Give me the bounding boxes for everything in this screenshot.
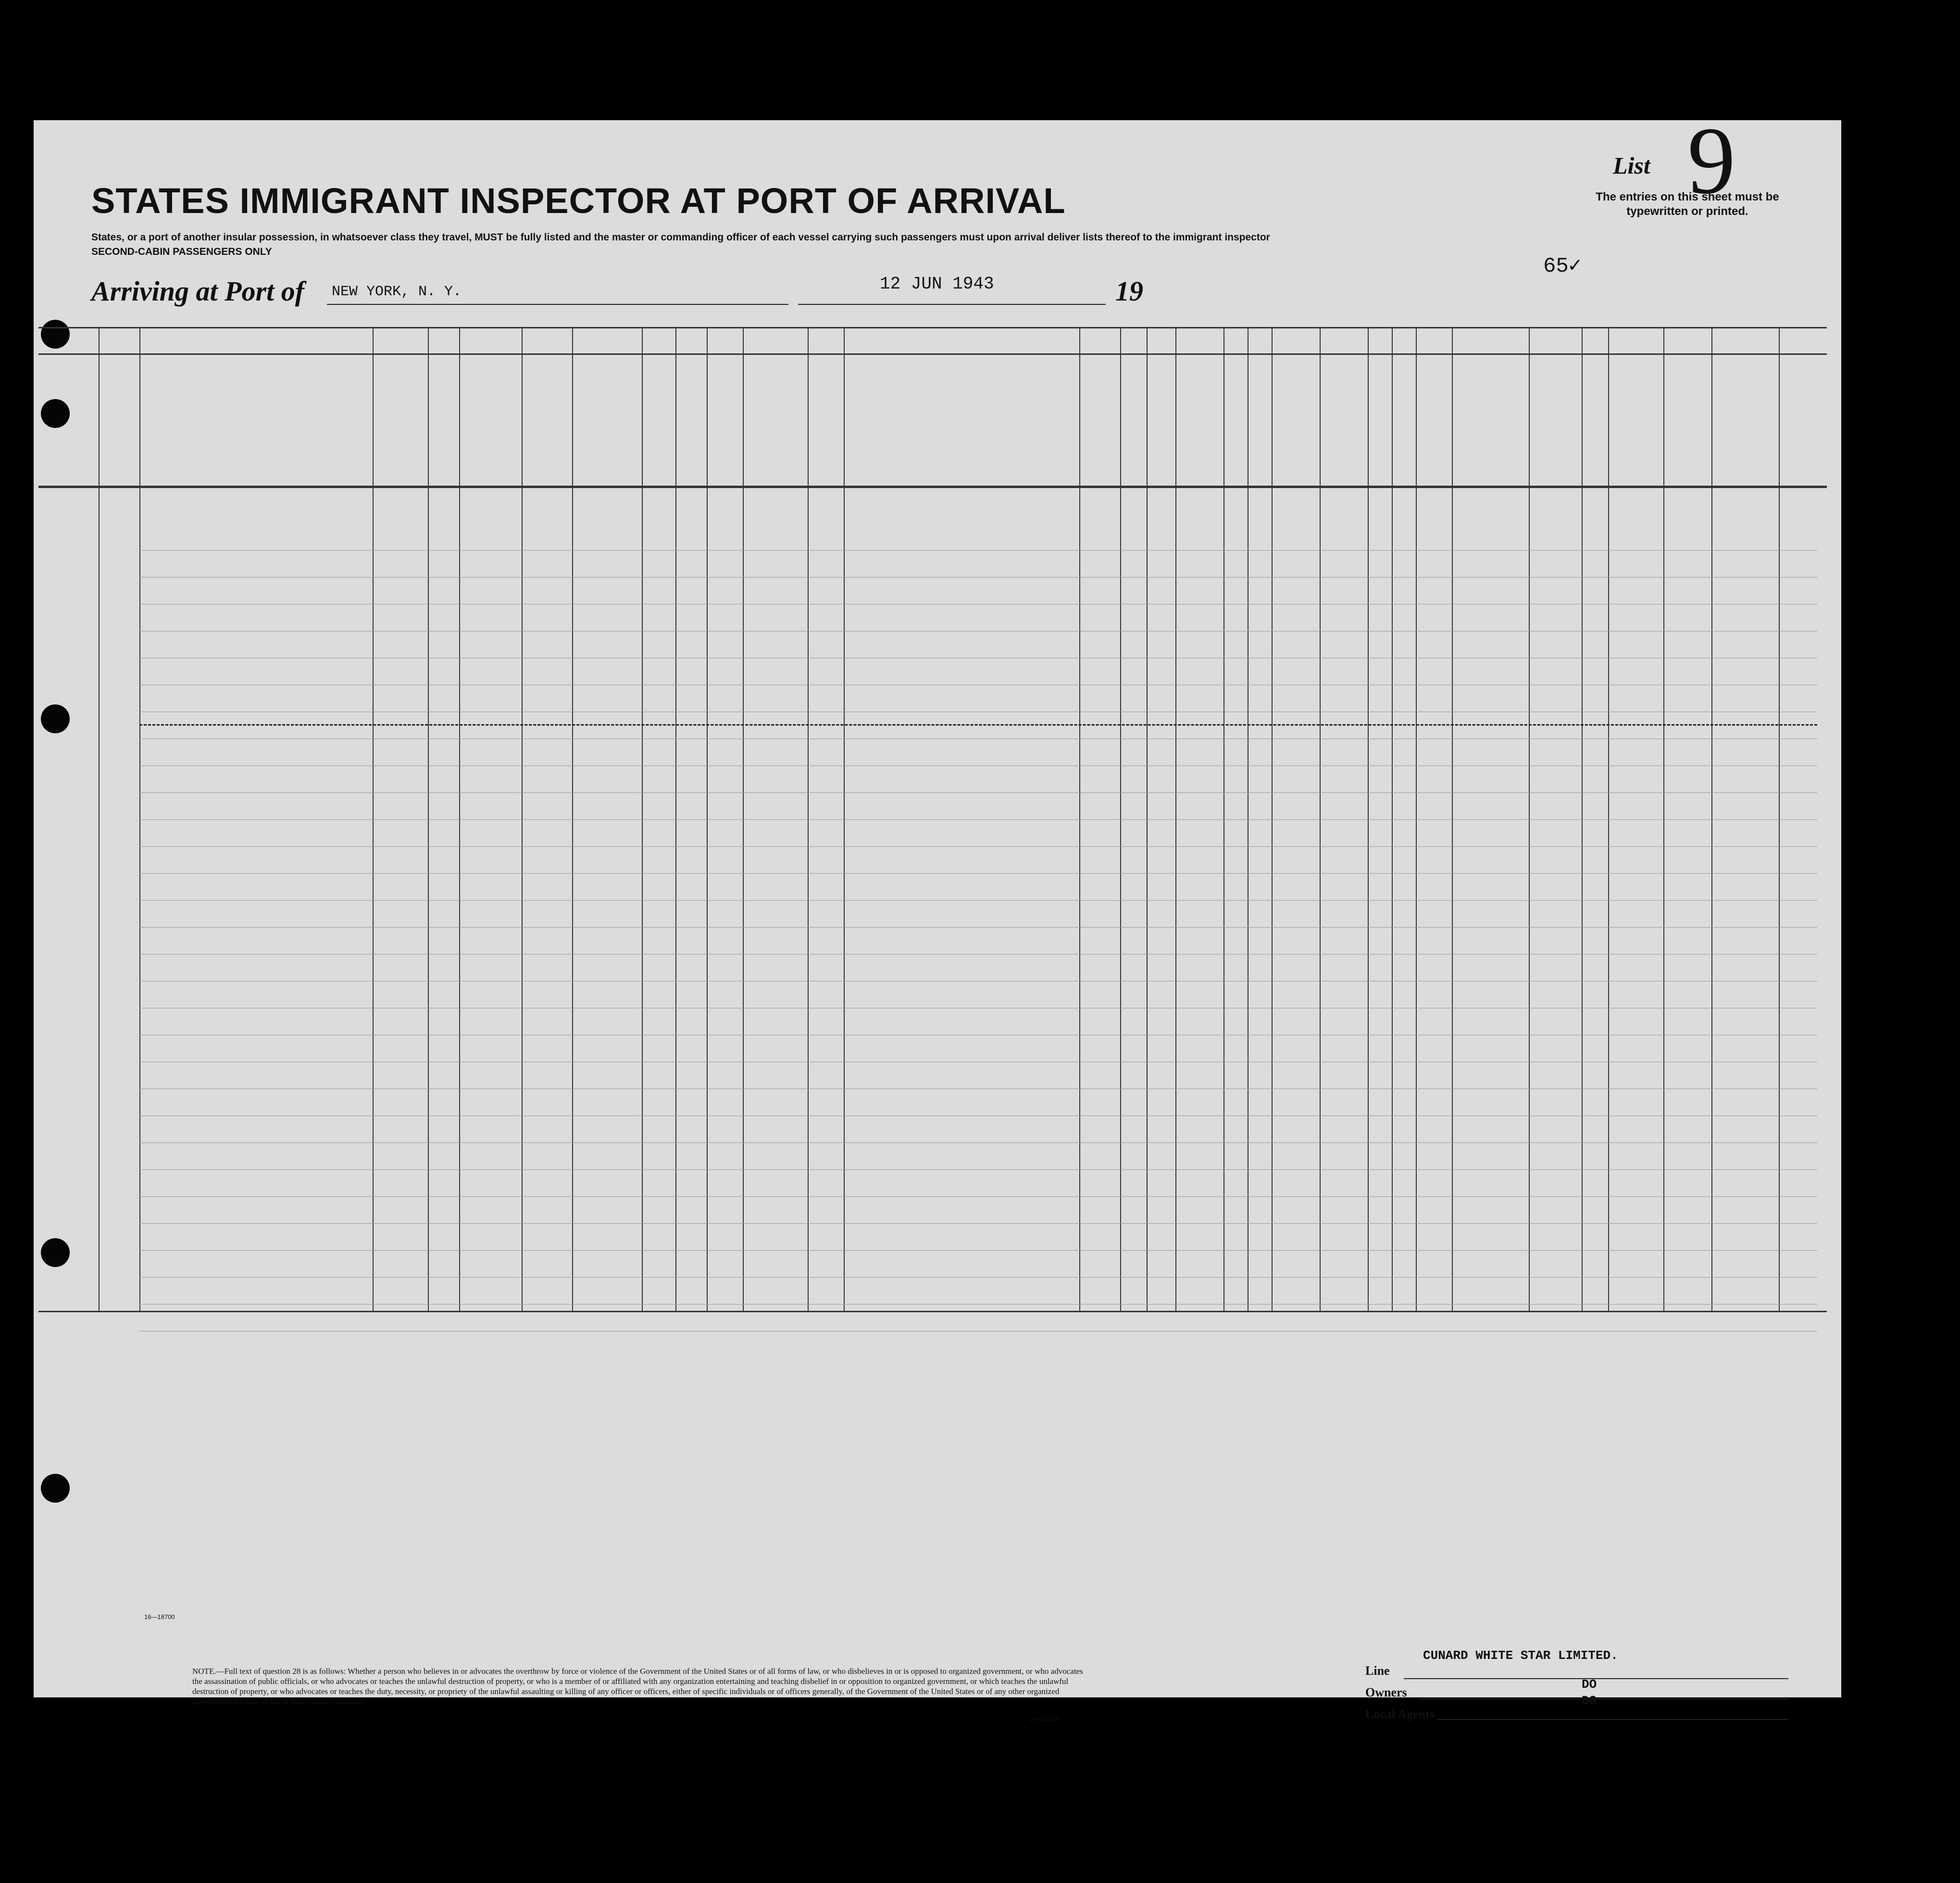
row-rule bbox=[139, 1250, 1817, 1251]
column-rule bbox=[1663, 327, 1664, 1311]
date-stamp: 12 JUN 1943 bbox=[880, 274, 994, 294]
owners-label: Owners bbox=[1365, 1685, 1407, 1699]
column-rule bbox=[1711, 327, 1712, 1311]
cabin-class: SECOND-CABIN PASSENGERS ONLY bbox=[91, 246, 272, 257]
row-rule bbox=[139, 1304, 1817, 1305]
manifest-sheet bbox=[34, 120, 1841, 1697]
row-rule bbox=[139, 900, 1817, 901]
year-label: 19 bbox=[1115, 276, 1143, 307]
owners-value: DO bbox=[1582, 1677, 1597, 1692]
row-rule bbox=[139, 873, 1817, 874]
column-rule bbox=[1079, 327, 1080, 1311]
row-rule bbox=[139, 550, 1817, 551]
table-number-rule bbox=[38, 353, 1827, 355]
column-rule bbox=[1175, 327, 1176, 1311]
column-rule bbox=[707, 327, 708, 1311]
binder-hole bbox=[41, 1238, 70, 1267]
date-underline bbox=[798, 304, 1106, 305]
list-note: The entries on this sheet must be typewritten or printed. bbox=[1596, 190, 1779, 218]
row-rule bbox=[139, 846, 1817, 847]
list-number: 9 bbox=[1687, 108, 1735, 214]
column-rule bbox=[459, 327, 460, 1311]
column-rule bbox=[572, 327, 573, 1311]
row-rule bbox=[139, 1223, 1817, 1224]
column-rule bbox=[1608, 327, 1609, 1311]
column-rule bbox=[139, 327, 140, 1311]
question-28-note: NOTE.—Full text of question 28 is as follows: Whether a person who believes in or advocates the overthrow by force or violence of the Government of the United States or of all forms of law, or who disbelieves in or is opposed to organized government, or who advocates the assassination of public officials, or who advocates or teaches the unlawful destruction of property, or who is a member of or affiliated with any organization entertaining and teaching disbelief in or opposition to organized government, or which teaches the unlawful destruction of property, or who advocates or teaches the duty, necessity, or propriety of the unlawful assaulting or killing of any officer or officers, either of specific individuals or of officers generally, of the Government of the United States or of any other organized government because of his or their official character. bbox=[192, 1667, 1083, 1706]
table-top-rule bbox=[38, 327, 1827, 328]
port-value: NEW YORK, N. Y. bbox=[332, 284, 462, 300]
table-bottom-rule bbox=[38, 1311, 1827, 1312]
column-rule bbox=[1120, 327, 1121, 1311]
column-rule bbox=[1582, 327, 1583, 1311]
line-label: Line bbox=[1365, 1664, 1390, 1678]
row-rule bbox=[139, 927, 1817, 928]
column-rule bbox=[1368, 327, 1369, 1311]
line-value: CUNARD WHITE STAR LIMITED. bbox=[1423, 1648, 1618, 1663]
column-rule bbox=[1416, 327, 1417, 1311]
column-rule bbox=[428, 327, 429, 1311]
column-rule bbox=[844, 327, 845, 1311]
column-rule bbox=[1452, 327, 1453, 1311]
agents-underline bbox=[1437, 1719, 1788, 1720]
column-rule bbox=[1147, 327, 1148, 1311]
column-rule bbox=[808, 327, 809, 1311]
column-rule bbox=[1223, 327, 1224, 1311]
owners-underline bbox=[1418, 1698, 1788, 1699]
row-rule bbox=[139, 819, 1817, 820]
form-number: 16—18700 bbox=[1029, 1716, 1060, 1723]
row-rule bbox=[139, 1277, 1817, 1278]
column-rule bbox=[1320, 327, 1321, 1311]
binder-hole bbox=[41, 399, 70, 428]
row-rule bbox=[139, 1169, 1817, 1170]
column-rule bbox=[1529, 327, 1530, 1311]
column-rule bbox=[1779, 327, 1780, 1311]
column-rule bbox=[675, 327, 676, 1311]
row-8-separator bbox=[139, 724, 1817, 726]
passenger-count: 65✓ bbox=[1543, 254, 1582, 278]
row-rule bbox=[139, 1142, 1817, 1143]
binder-hole bbox=[41, 1474, 70, 1503]
port-underline bbox=[327, 304, 788, 305]
agents-label: Local Agents bbox=[1365, 1707, 1435, 1721]
column-rule bbox=[373, 327, 374, 1311]
column-rule bbox=[642, 327, 643, 1311]
form-number: 16—18700 bbox=[144, 1613, 175, 1620]
column-rule bbox=[743, 327, 744, 1311]
binder-hole bbox=[41, 704, 70, 733]
arriving-label: Arriving at Port of bbox=[91, 276, 305, 307]
column-rule bbox=[522, 327, 523, 1311]
agents-value: DO bbox=[1582, 1694, 1597, 1708]
page-title: STATES IMMIGRANT INSPECTOR AT PORT OF ARRIVAL bbox=[91, 181, 1066, 221]
column-rule bbox=[1392, 327, 1393, 1311]
row-rule bbox=[139, 1196, 1817, 1197]
header-subtitle: States, or a port of another insular possession, in whatsoever class they travel, MUST be fully listed and the master or commanding officer of each vessel carrying such passengers must upon arrival deliver lists thereof to the immigrant inspector bbox=[91, 232, 1270, 243]
column-rule bbox=[1272, 327, 1273, 1311]
row-rule bbox=[139, 792, 1817, 793]
binder-hole bbox=[41, 320, 70, 349]
table-header-rule bbox=[38, 486, 1827, 488]
column-rule bbox=[99, 327, 100, 1311]
list-label: List bbox=[1613, 152, 1650, 179]
